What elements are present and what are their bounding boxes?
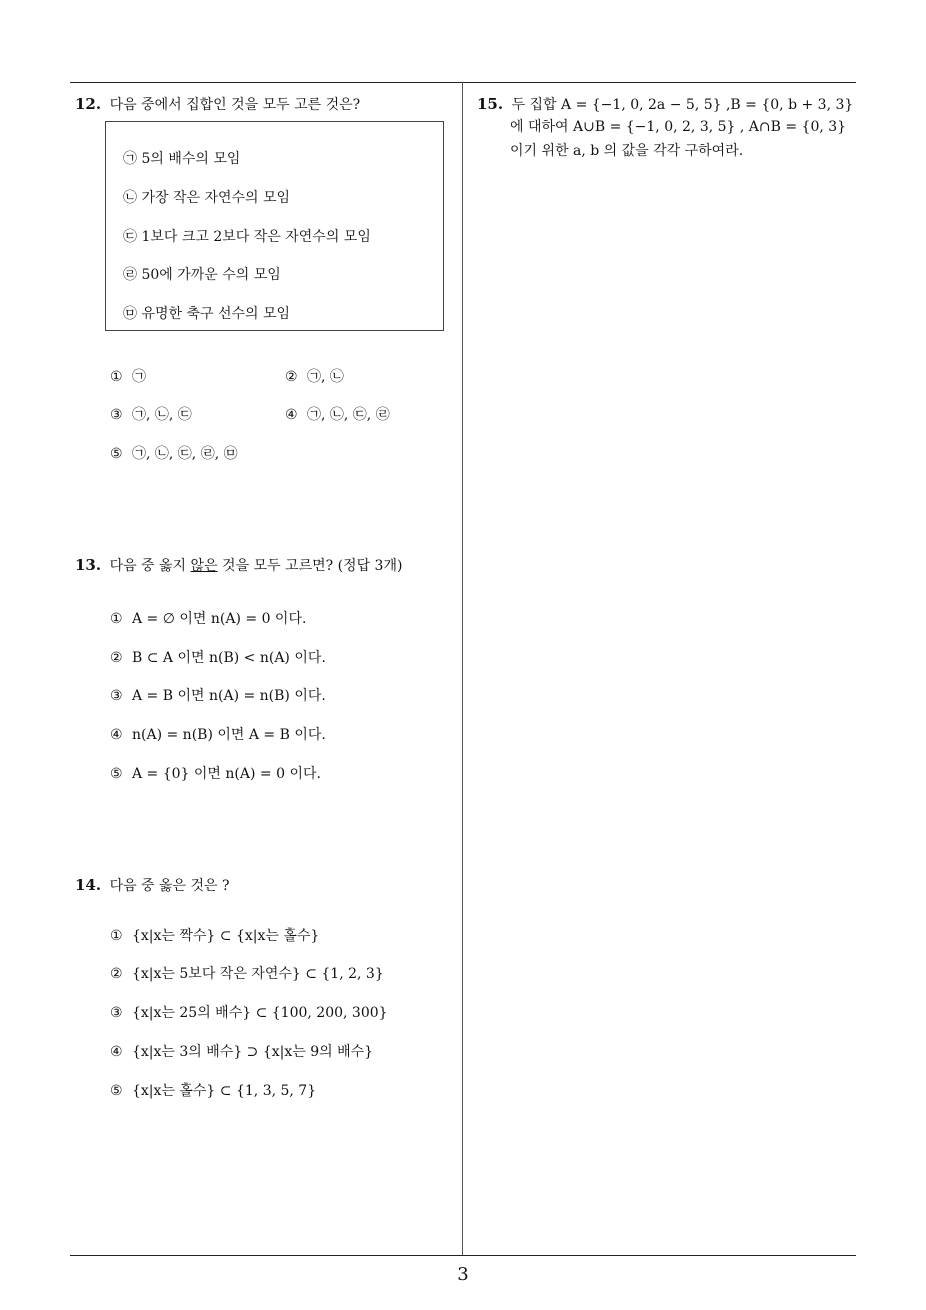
option-mark: ⑤ [110, 1083, 123, 1099]
option-text: ㉠, ㉡ [307, 369, 344, 385]
question-15 [477, 94, 857, 162]
option-text: ㉠, ㉡, ㉢, ㉣ [307, 407, 390, 423]
box-item: ㉢ 1보다 크고 2보다 작은 자연수의 모임 [123, 229, 371, 245]
option-mark: ④ [110, 727, 123, 743]
question-14 [75, 875, 230, 896]
question-text-line-1: 두 집합 A = {−1, 0, 2a − 5, 5} ,B = {0, b + 3, 3} [511, 97, 854, 113]
option-text: A = {0} 이면 n(A) = 0 이다. [132, 766, 321, 782]
answer-option-5[interactable] [110, 763, 321, 783]
answer-option-4[interactable] [110, 724, 326, 744]
question-text: 다음 중에서 집합인 것을 모두 고른 것은? [109, 97, 361, 113]
question-number: 15. [477, 95, 504, 113]
option-text: ㉠ [132, 369, 146, 385]
answer-option-5[interactable] [110, 1080, 316, 1100]
question-text [110, 558, 403, 574]
option-text: B ⊂ A 이면 n(B) < n(A) 이다. [132, 650, 326, 666]
option-text: A = B 이면 n(A) = n(B) 이다. [132, 688, 326, 704]
answer-option-3[interactable] [110, 1002, 388, 1022]
answer-option-3[interactable] [110, 685, 326, 705]
option-mark: ⑤ [110, 766, 123, 782]
option-mark: ② [110, 650, 123, 666]
answer-option-1[interactable] [110, 608, 306, 628]
box-item: ㉠ 5의 배수의 모임 [123, 151, 241, 167]
page-number: 3 [457, 1264, 469, 1285]
answer-option-2[interactable] [110, 963, 384, 983]
option-text: A = ∅ 이면 n(A) = 0 이다. [132, 611, 307, 627]
question-13 [75, 555, 402, 576]
option-mark: ① [110, 928, 123, 944]
option-mark: ④ [110, 1044, 123, 1060]
box-item: ㉡ 가장 작은 자연수의 모임 [123, 190, 291, 206]
answer-option-4[interactable] [285, 404, 390, 424]
option-mark: ③ [110, 688, 123, 704]
answer-option-1[interactable] [110, 925, 319, 945]
option-text: {x|x는 3의 배수} ⊃ {x|x는 9의 배수} [132, 1044, 374, 1060]
option-mark: ③ [110, 1005, 123, 1021]
option-mark: ⑤ [110, 446, 123, 462]
option-text: {x|x는 25의 배수} ⊂ {100, 200, 300} [132, 1005, 388, 1021]
question-text-line-3: 이기 위한 a, b 의 값을 각각 구하여라. [510, 143, 744, 159]
underlined-word: 않은 [190, 558, 218, 574]
condition-box [105, 121, 444, 331]
question-text-line-2: 에 대하여 A∪B = {−1, 0, 2, 3, 5} , A∩B = {0, 3} [510, 119, 847, 135]
option-mark: ② [285, 369, 298, 385]
question-number: 12. [75, 95, 102, 113]
option-mark: ③ [110, 407, 123, 423]
option-text: {x|x는 홀수} ⊂ {1, 3, 5, 7} [132, 1083, 317, 1099]
answer-option-5[interactable] [110, 443, 238, 463]
answer-option-1[interactable] [110, 366, 146, 386]
question-number: 13. [75, 556, 102, 574]
option-text: ㉠, ㉡, ㉢, ㉣, ㉤ [132, 446, 238, 462]
bottom-rule [70, 1255, 856, 1256]
option-text: {x|x는 5보다 작은 자연수} ⊂ {1, 2, 3} [132, 966, 384, 982]
option-mark: ① [110, 369, 123, 385]
option-mark: ① [110, 611, 123, 627]
answer-option-3[interactable] [110, 404, 192, 424]
question-text: 다음 중 옳은 것은 ? [109, 878, 230, 894]
question-text-before: 다음 중 옳지 [109, 558, 191, 574]
option-text: ㉠, ㉡, ㉢ [132, 407, 192, 423]
top-rule [70, 82, 856, 83]
answer-option-2[interactable] [285, 366, 344, 386]
question-text-after: 것을 모두 고르면? (정답 3개) [217, 558, 403, 574]
answer-option-2[interactable] [110, 647, 326, 667]
option-mark: ② [110, 966, 123, 982]
question-12 [75, 94, 360, 115]
box-item: ㉤ 유명한 축구 선수의 모임 [123, 306, 291, 322]
box-item: ㉣ 50에 가까운 수의 모임 [123, 267, 281, 283]
column-divider [462, 82, 463, 1256]
answer-option-4[interactable] [110, 1041, 373, 1061]
option-text: n(A) = n(B) 이면 A = B 이다. [132, 727, 326, 743]
option-mark: ④ [285, 407, 298, 423]
question-number: 14. [75, 876, 102, 894]
option-text: {x|x는 짝수} ⊂ {x|x는 홀수} [132, 928, 320, 944]
